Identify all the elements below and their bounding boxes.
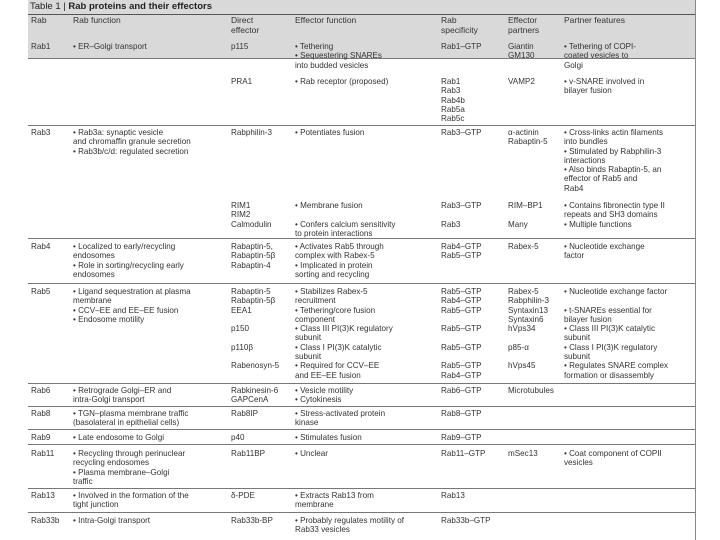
- cell-rab-function: • Recycling through perinuclear recycling endosomes • Plasma membrane–Golgi traffic: [73, 449, 186, 486]
- cell-partner-features: • Coat component of COPII vesicles: [564, 449, 662, 468]
- row-divider: [28, 488, 695, 489]
- col-header-effector-function: Effector function: [295, 15, 357, 25]
- table-title-text: Rab proteins and their effectors: [68, 1, 212, 12]
- cell-rab-function: • Ligand sequestration at plasma membrane • CCV–EE and EE–EE fusion • Endosome motility: [73, 287, 191, 324]
- cell-direct-effector: Rabphilin-3: [231, 128, 272, 137]
- cell-direct-effector: δ-PDE: [231, 491, 255, 500]
- cell-rab: Rab8: [31, 409, 51, 418]
- cell-effector-function: • Stimulates fusion: [295, 433, 362, 442]
- row-divider: [28, 283, 695, 284]
- col-header-rab-specificity: Rab specificity: [441, 15, 478, 35]
- cell-rab-specificity: Rab5–GTP Rab4–GTP Rab5–GTP Rab5–GTP Rab5–GTP Rab5–GTP Rab4–GTP: [441, 287, 482, 380]
- cell-effector-function: • Membrane fusion • Confers calcium sensitivity to protein interactions: [295, 201, 396, 238]
- cell-rab-function: • Involved in the formation of the tight junction: [73, 491, 189, 510]
- table-label: Table 1: [30, 1, 61, 12]
- cell-rab: Rab3: [31, 128, 51, 137]
- cell-direct-effector: PRA1: [231, 77, 253, 86]
- cell-rab: Rab5: [31, 287, 51, 296]
- cell-rab-function: • Late endosome to Golgi: [73, 433, 165, 442]
- cell-effector-partners: VAMP2: [508, 77, 535, 86]
- cell-direct-effector: p40: [231, 433, 245, 442]
- cell-effector-function: • Extracts Rab13 from membrane: [295, 491, 374, 510]
- cell-direct-effector: Rab11BP: [231, 449, 266, 458]
- cell-effector-partners: Giantin GM130: [508, 42, 535, 61]
- cell-rab-specificity: Rab1 Rab3 Rab4b Rab5a Rab5c: [441, 77, 465, 124]
- cell-rab: Rab1: [31, 42, 51, 51]
- cell-effector-partners: RIM–BP1 Many: [508, 201, 543, 229]
- cell-direct-effector: Rab33b-BP: [231, 516, 273, 525]
- row-divider: [28, 512, 695, 513]
- cell-effector-partners: α-actinin Rabaptin-5: [508, 128, 548, 147]
- cell-direct-effector: p115: [231, 42, 249, 51]
- cell-rab: Rab9: [31, 433, 51, 442]
- row-divider: [28, 444, 695, 445]
- cell-rab-specificity: Rab1–GTP: [441, 42, 482, 51]
- cell-effector-partners: Rabex-5 Rabphilin-3 Syntaxin13 Syntaxin6 hVps34 p85-α hVps45: [508, 287, 549, 371]
- col-header-rab-function: Rab function: [73, 15, 121, 25]
- cell-partner-features: • Tethering of COPI- coated vesicles to Golgi: [564, 42, 636, 70]
- cell-rab-specificity: Rab33b–GTP: [441, 516, 491, 525]
- cell-rab-specificity: Rab11–GTP: [441, 449, 486, 458]
- cell-direct-effector: Rabaptin-5, Rabaptin-5β Rabaptin-4: [231, 242, 276, 270]
- row-divider: [28, 429, 695, 430]
- cell-rab-specificity: Rab6–GTP: [441, 386, 482, 395]
- table-right-border: [695, 0, 696, 540]
- col-header-effector-partners: Effector partners: [508, 15, 540, 35]
- cell-rab-specificity: Rab13: [441, 491, 465, 500]
- cell-effector-function: • Potentiates fusion: [295, 128, 365, 137]
- cell-rab-function: • TGN–plasma membrane traffic (basolateral in epithelial cells): [73, 409, 189, 428]
- cell-partner-features: • v-SNARE involved in bilayer fusion: [564, 77, 645, 96]
- cell-effector-partners: Rabex-5: [508, 242, 539, 251]
- cell-effector-function: • Probably regulates motility of Rab33 vesicles: [295, 516, 405, 535]
- table-title: Table 1 | Rab proteins and their effectors: [30, 1, 212, 12]
- cell-rab-function: • Localized to early/recycling endosomes • Role in sorting/recycling early endosomes: [73, 242, 184, 279]
- cell-effector-function: • Tethering • Sequestering SNAREs into budded vesicles: [295, 42, 382, 70]
- row-divider: [28, 125, 695, 126]
- cell-direct-effector: RIM1 RIM2 Calmodulin: [231, 201, 272, 229]
- cell-rab: Rab6: [31, 386, 51, 395]
- cell-effector-function: • Stabilizes Rabex-5 recruitment • Tethering/core fusion component • Class III PI(3)K regulatory subunit • Class I PI(3)K catalytic subunit • Required for CCV–EE and EE–EE fusion: [295, 287, 393, 380]
- cell-effector-partners: Microtubules: [508, 386, 554, 395]
- cell-partner-features: • Nucleotide exchange factor • t-SNAREs essential for bilayer fusion • Class III PI(3)K catalytic subunit • Class I PI(3)K regulatory subunit • Regulates SNARE complex formation or disassembly: [564, 287, 669, 380]
- cell-rab: Rab4: [31, 242, 51, 251]
- cell-rab-function: • Retrograde Golgi–ER and intra-Golgi transport: [73, 386, 172, 405]
- cell-effector-function: • Stress-activated protein kinase: [295, 409, 386, 428]
- row-divider: [28, 406, 695, 407]
- cell-effector-function: • Vesicle motility • Cytokinesis: [295, 386, 354, 405]
- table-title-bar: [28, 0, 695, 15]
- cell-effector-function: • Unclear: [295, 449, 328, 458]
- cell-rab-specificity: Rab8–GTP: [441, 409, 482, 418]
- cell-partner-features: • Nucleotide exchange factor: [564, 242, 645, 261]
- cell-rab-function: • ER–Golgi transport: [73, 42, 147, 51]
- cell-direct-effector: Rabaptin-5 Rabaptin-5β EEA1 p150 p110β Rabenosyn-5: [231, 287, 280, 371]
- row-divider: [28, 383, 695, 384]
- cell-rab: Rab13: [31, 491, 55, 500]
- cell-partner-features: • Contains fibronectin type II repeats and SH3 domains • Multiple functions: [564, 201, 665, 229]
- cell-rab-specificity: Rab3–GTP Rab3: [441, 201, 482, 229]
- cell-effector-partners: mSec13: [508, 449, 538, 458]
- col-header-rab: Rab: [31, 15, 47, 25]
- cell-rab-function: • Intra-Golgi transport: [73, 516, 151, 525]
- cell-partner-features: • Cross-links actin filaments into bundles • Stimulated by Rabphilin-3 interactions • Also binds Rabaptin-5, an effector of Rab5 and Rab4: [564, 128, 664, 193]
- cell-rab-specificity: Rab4–GTP Rab5–GTP: [441, 242, 482, 261]
- cell-direct-effector: Rab8IP: [231, 409, 258, 418]
- cell-rab-specificity: Rab9–GTP: [441, 433, 482, 442]
- cell-rab: Rab11: [31, 449, 55, 458]
- cell-rab-function: • Rab3a: synaptic vesicle and chromaffin granule secretion • Rab3b/c/d: regulated secretion: [73, 128, 191, 156]
- cell-rab: Rab33b: [31, 516, 60, 525]
- cell-direct-effector: Rabkinesin-6 GAPCenA: [231, 386, 279, 405]
- col-header-partner-features: Partner features: [564, 15, 625, 25]
- col-header-direct-effector: Direct effector: [231, 15, 260, 35]
- cell-effector-function: • Rab receptor (proposed): [295, 77, 389, 86]
- cell-effector-function: • Activates Rab5 through complex with Rabex-5 • Implicated in protein sorting and recycling: [295, 242, 384, 279]
- cell-rab-specificity: Rab3–GTP: [441, 128, 482, 137]
